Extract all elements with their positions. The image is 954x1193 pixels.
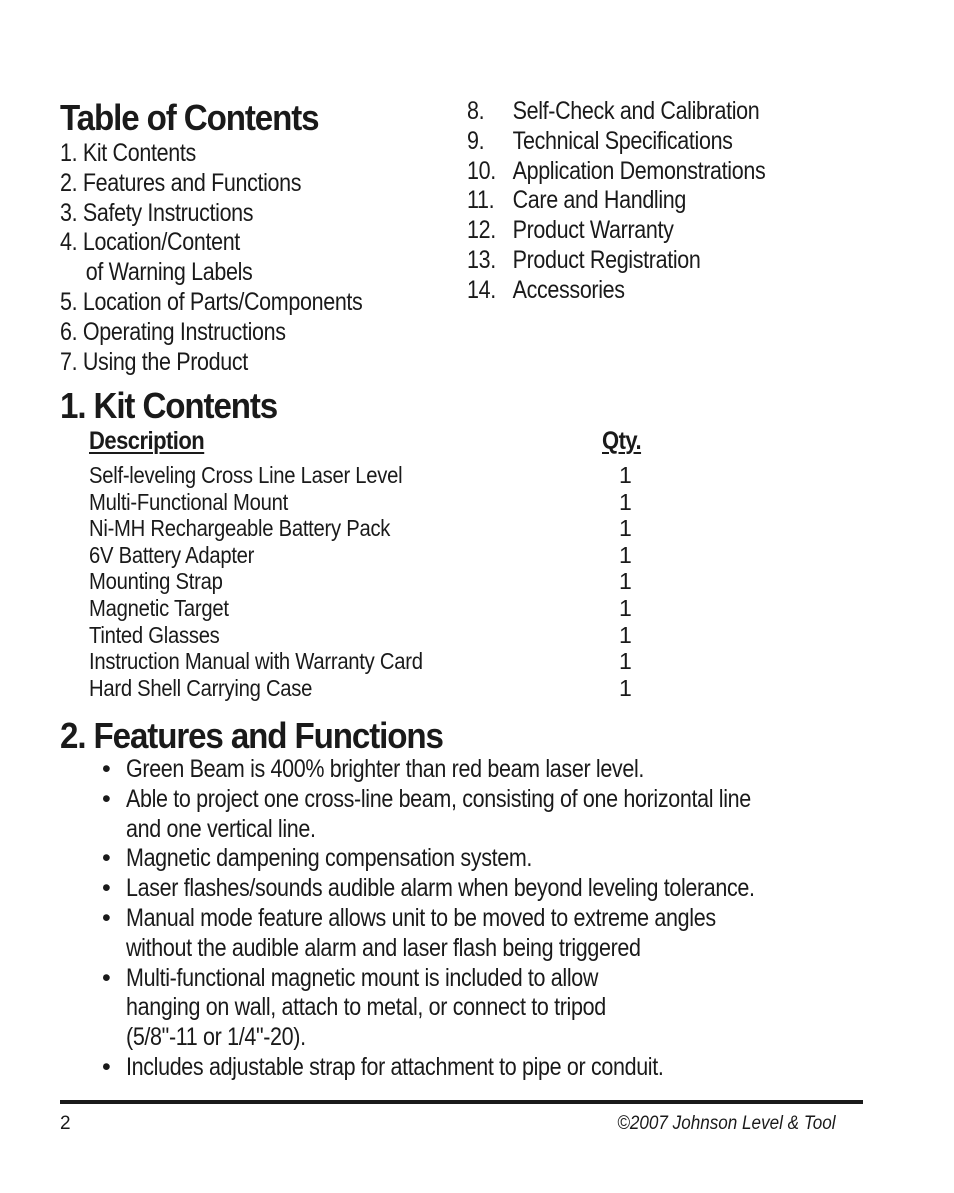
feature-text: Magnetic dampening compensation system. xyxy=(126,844,533,873)
feature-text: Includes adjustable strap for attachment to pipe or conduit. xyxy=(126,1052,664,1081)
toc-item-label: Technical Specifications xyxy=(512,126,733,155)
toc-item[interactable] xyxy=(467,186,828,216)
toc-item[interactable] xyxy=(467,246,828,276)
toc-item[interactable] xyxy=(467,127,828,157)
toc-item-number: 8. xyxy=(467,97,485,125)
kit-item-description: Instruction Manual with Warranty Card xyxy=(89,648,423,675)
toc-left-list xyxy=(60,139,460,377)
toc-item-number: 11. xyxy=(467,186,495,215)
kit-item-qty: 1 xyxy=(619,568,632,595)
feature-item xyxy=(102,755,902,785)
bullet-icon: • xyxy=(102,874,111,903)
kit-item-description: 6V Battery Adapter xyxy=(89,541,255,568)
page-number: 2 xyxy=(60,1113,71,1134)
kit-row xyxy=(89,515,649,542)
toc-item[interactable]: 1. Kit Contents xyxy=(60,139,196,167)
bullet-icon: • xyxy=(102,844,111,873)
toc-title: Table of Contents xyxy=(60,97,319,138)
kit-contents-heading: 1. Kit Contents xyxy=(60,385,278,426)
kit-row xyxy=(89,648,649,675)
bullet-icon: • xyxy=(102,903,111,932)
feature-text: Laser flashes/sounds audible alarm when beyond leveling tolerance. xyxy=(126,874,755,903)
toc-item-label: Application Demonstrations xyxy=(512,156,766,185)
toc-item[interactable]: 4. Location/Content xyxy=(60,228,240,257)
kit-row xyxy=(89,542,649,569)
kit-row xyxy=(89,462,649,489)
toc-item-label: Self-Check and Calibration xyxy=(512,97,760,125)
kit-item-qty: 1 xyxy=(619,488,632,515)
toc-item-number: 13. xyxy=(467,245,496,274)
copyright-notice: ©2007 Johnson Level & Tool xyxy=(617,1113,836,1134)
bullet-icon: • xyxy=(102,1052,111,1081)
kit-item-qty: 1 xyxy=(619,674,632,701)
kit-item-description: Tinted Glasses xyxy=(89,621,220,648)
toc-item[interactable]: 7. Using the Product xyxy=(60,347,248,376)
toc-item-number: 14. xyxy=(467,275,496,304)
kit-item-qty: 1 xyxy=(619,462,632,488)
toc-item-number: 12. xyxy=(467,216,496,245)
kit-item-qty: 1 xyxy=(619,621,632,648)
kit-row xyxy=(89,568,649,595)
bullet-icon: • xyxy=(102,755,111,783)
toc-item-label: Product Warranty xyxy=(512,216,674,245)
kit-qty-column-header: Qty. xyxy=(602,427,642,455)
kit-item-qty: 1 xyxy=(619,648,632,675)
kit-item-qty: 1 xyxy=(619,515,632,542)
bullet-icon: • xyxy=(102,963,111,992)
toc-item-label: Product Registration xyxy=(512,245,701,274)
toc-item[interactable]: 5. Location of Parts/Components xyxy=(60,287,363,316)
bullet-icon: • xyxy=(102,784,111,813)
toc-item[interactable] xyxy=(467,216,828,246)
kit-item-description: Magnetic Target xyxy=(89,594,229,621)
footer-divider xyxy=(60,1100,863,1104)
kit-item-description: Mounting Strap xyxy=(89,568,223,595)
kit-description-column-header: Description xyxy=(89,427,205,455)
toc-item-label: Care and Handling xyxy=(512,186,687,215)
toc-item-label: Accessories xyxy=(512,275,625,304)
kit-row xyxy=(89,489,649,516)
toc-item[interactable] xyxy=(467,157,828,187)
feature-text: Green Beam is 400% brighter than red beam laser level. xyxy=(126,755,645,783)
kit-item-qty: 1 xyxy=(619,594,632,621)
kit-item-description: Self-leveling Cross Line Laser Level xyxy=(89,462,403,488)
feature-item xyxy=(102,844,902,874)
toc-item-continuation[interactable]: of Warning Labels xyxy=(85,258,253,287)
kit-item-description: Multi-Functional Mount xyxy=(89,488,288,515)
kit-row xyxy=(89,675,649,702)
kit-item-description: Ni-MH Rechargeable Battery Pack xyxy=(89,515,391,542)
feature-text: Able to project one cross-line beam, consisting of one horizontal line and one vertical line. xyxy=(126,784,751,843)
feature-item xyxy=(102,874,902,904)
kit-contents-list xyxy=(89,462,649,701)
feature-item xyxy=(102,904,902,964)
feature-text: Multi-functional magnetic mount is included to allow hanging on wall, attach to metal, or connect to tripod (5/8"-11 or 1/4"-20). xyxy=(126,963,606,1052)
feature-text: Manual mode feature allows unit to be moved to extreme angles without the audible alarm and laser flash being triggered xyxy=(126,903,716,962)
kit-row xyxy=(89,595,649,622)
toc-item-number: 10. xyxy=(467,156,496,185)
toc-item[interactable]: 6. Operating Instructions xyxy=(60,317,286,346)
toc-item-number: 9. xyxy=(467,126,485,155)
feature-item xyxy=(102,785,902,845)
kit-item-description: Hard Shell Carrying Case xyxy=(89,674,313,701)
toc-item[interactable] xyxy=(467,97,828,127)
feature-item xyxy=(102,1053,902,1083)
toc-item[interactable]: 2. Features and Functions xyxy=(60,168,302,197)
toc-right-list xyxy=(467,97,887,306)
toc-item[interactable] xyxy=(467,276,828,306)
toc-item[interactable]: 3. Safety Instructions xyxy=(60,198,254,227)
features-list xyxy=(102,755,902,1083)
kit-item-qty: 1 xyxy=(619,541,632,568)
kit-row xyxy=(89,622,649,649)
feature-item xyxy=(102,964,902,1053)
features-heading: 2. Features and Functions xyxy=(60,715,443,756)
